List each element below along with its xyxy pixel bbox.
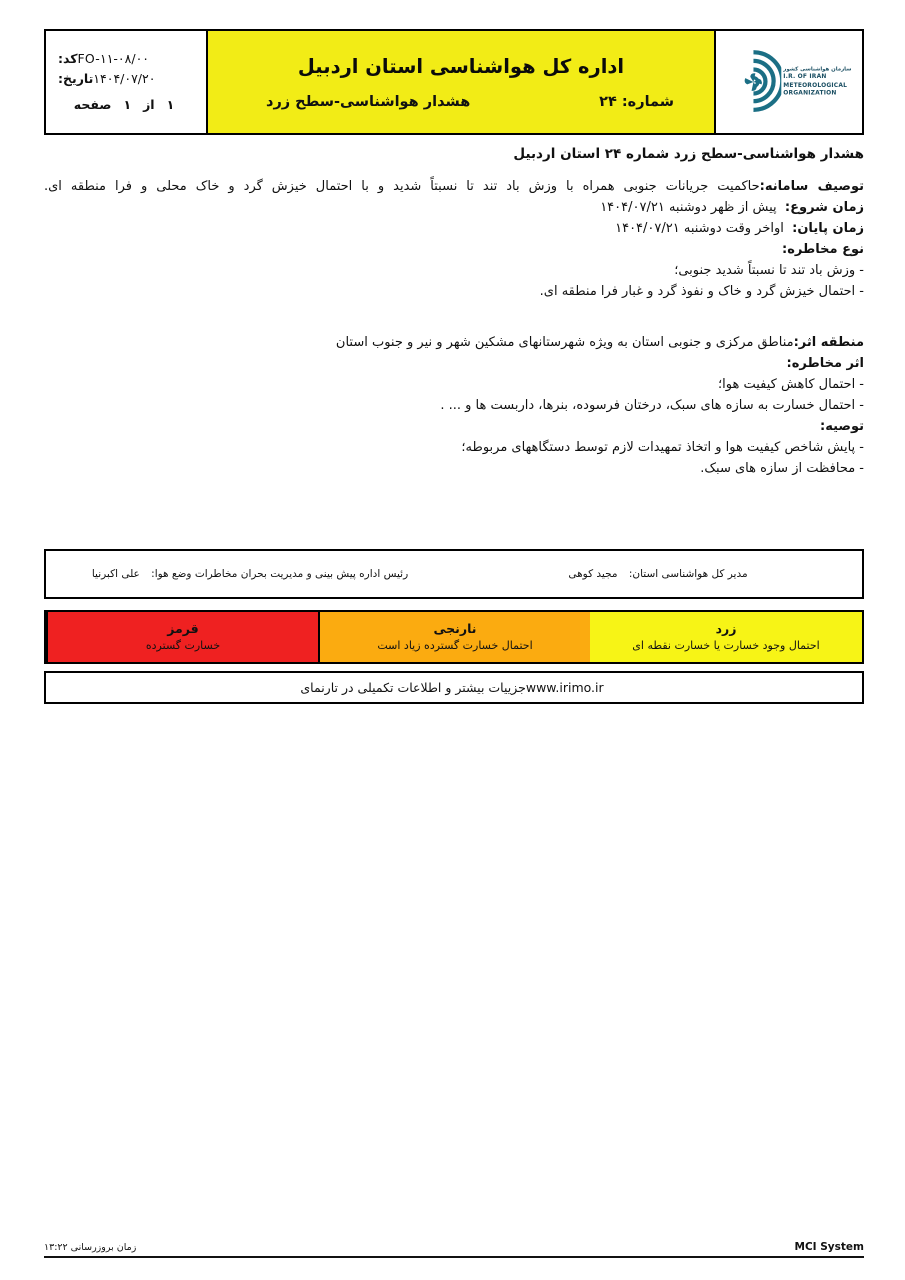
windmill-glyph	[745, 73, 762, 91]
hazard-type-label: نوع مخاطره:	[782, 241, 864, 257]
meteorological-swirl-icon	[726, 48, 782, 115]
header-page-total: ۱	[166, 96, 175, 112]
more-info-bar	[44, 671, 864, 704]
start-time-value: پیش از ظهر دوشنبه ۱۴۰۴/۰۷/۲۱	[600, 199, 777, 215]
logo-en-line2: METEOROLOGICAL	[783, 81, 848, 89]
header-code-value: FO-۱۱-۰۸/۰۰	[77, 51, 149, 66]
logo-en-line3: ORGANIZATION	[783, 89, 838, 97]
header-page-of: از	[143, 96, 155, 112]
more-info-text: جزییات بیشتر و اطلاعات تکمیلی در تارنمای	[300, 680, 526, 695]
header-code-label: کد:	[58, 51, 78, 66]
warning-body	[44, 146, 864, 479]
affected-area-text: مناطق مرکزی و جنوبی استان به ویژه شهرستانهای مشکین شهر و نیر و جنوب استان	[335, 334, 794, 350]
hazard-type-item: - وزش باد تند تا نسبتاً شدید جنوبی؛	[674, 262, 864, 278]
legend-level-orange	[318, 612, 590, 662]
system-description-label: توصیف سامانه:	[759, 178, 865, 194]
recommendation-item: - محافظت از سازه های سبک.	[700, 461, 864, 477]
header-date-line	[52, 70, 196, 86]
footer-update-time	[44, 1242, 136, 1253]
header-date-value: ۱۴۰۴/۰۷/۲۰	[93, 70, 156, 86]
end-time-line	[44, 218, 864, 239]
warning-headline: هشدار هواشناسی-سطح زرد شماره ۲۴ استان اردبیل	[513, 146, 864, 162]
start-time-label: زمان شروع:	[784, 199, 864, 215]
header-meta-cell	[46, 31, 206, 133]
warning-number-label: شماره:	[621, 93, 674, 110]
legend-level-red	[46, 612, 318, 662]
legend-level-name: قرمز	[167, 621, 199, 637]
signature-forecast-chief	[46, 568, 454, 580]
logo-fa-name: سازمان هواشناسی کشور	[783, 66, 852, 73]
hazard-effect-item: - احتمال کاهش کیفیت هوا؛	[718, 376, 864, 392]
warning-number	[599, 94, 674, 110]
warning-type-label: هشدار هواشناسی-سطح زرد	[266, 93, 471, 110]
page-footer	[44, 1241, 864, 1258]
end-time-value: اواخر وقت دوشنبه ۱۴۰۴/۰۷/۲۱	[615, 220, 784, 236]
system-description-line	[44, 176, 864, 197]
footer-update-label: زمان بروزرسانی	[70, 1242, 137, 1253]
affected-area-label: منطقه اثر:	[793, 334, 864, 350]
system-description-text: حاکمیت جریانات جنوبی همراه با وزش باد تند تا نسبتاً شدید و با احتمال خیزش گرد و خاک محلی و فرا منطقه ای.	[44, 178, 760, 194]
legend-level-desc: احتمال خسارت گسترده زیاد است	[377, 638, 533, 652]
affected-area-line	[44, 332, 864, 353]
header-page-line	[52, 96, 196, 112]
header-page-current: ۱	[123, 96, 132, 112]
legend-level-desc: احتمال وجود خسارت یا خسارت نقطه ای	[632, 638, 820, 652]
hazard-effect-label: اثر مخاطره:	[786, 355, 864, 371]
signature-right-name: علی اکبرنیا	[91, 568, 140, 580]
footer-update-value: ۱۳:۲۲	[44, 1242, 68, 1253]
signature-left-name: مجید کوهی	[568, 568, 618, 580]
signature-right-role: رئیس اداره پیش بینی و مدیریت بحران مخاطرات وضع هوا:	[151, 568, 409, 580]
legend-level-name: زرد	[715, 621, 737, 637]
recommendation-item: - پایش شاخص کیفیت هوا و اتخاذ تمهیدات لازم توسط دستگاههای مربوطه؛	[461, 440, 864, 456]
recommendation-label: توصیه:	[820, 419, 864, 435]
footer-system-name: MCI System	[794, 1241, 864, 1253]
header-title-cell	[206, 31, 714, 133]
signature-director-general	[454, 568, 862, 580]
irimo-website-link[interactable]: www.irimo.ir	[525, 680, 604, 695]
warning-number-value: ۲۴	[599, 93, 617, 110]
legend-level-desc: خسارت گسترده	[145, 638, 221, 652]
signature-left-role: مدیر کل هواشناسی استان:	[628, 568, 748, 580]
section-spacer	[44, 302, 864, 332]
legend-level-name: نارنجی	[433, 621, 477, 637]
logo-text-block	[784, 67, 852, 98]
header-logo-cell	[714, 31, 862, 133]
start-time-line	[44, 197, 864, 218]
header-page-label: صفحه	[73, 96, 112, 112]
header-subtitle-row	[226, 94, 696, 110]
header-date-label: تاریخ:	[58, 70, 94, 86]
logo-en-line1: I.R. OF IRAN	[783, 73, 828, 81]
irimo-logo	[726, 48, 852, 115]
hazard-type-item: - احتمال خیزش گرد و خاک و نفوذ گرد و غبار فرا منطقه ای.	[539, 283, 864, 299]
header-code-line	[52, 53, 196, 66]
legend-level-yellow	[590, 612, 862, 662]
end-time-label: زمان پایان:	[792, 220, 864, 236]
severity-legend	[44, 610, 864, 664]
organization-title: اداره کل هواشناسی استان اردبیل	[297, 54, 625, 78]
hazard-effect-item: - احتمال خسارت به سازه های سبک، درختان فرسوده، بنرها، داربست ها و ... .	[440, 397, 864, 413]
signature-box	[44, 549, 864, 599]
document-header-table	[44, 29, 864, 135]
